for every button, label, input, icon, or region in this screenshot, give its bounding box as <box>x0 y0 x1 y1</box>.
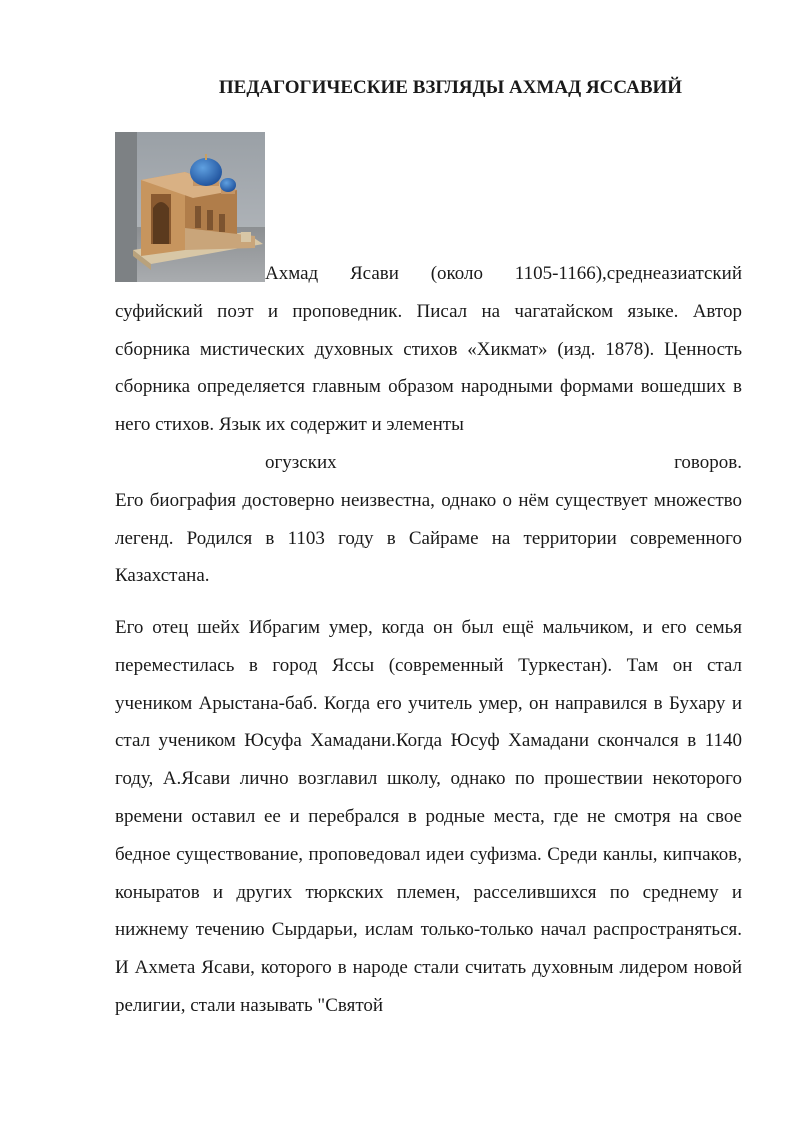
document-title: ПЕДАГОГИЧЕСКИЕ ВЗГЛЯДЫ АХМАД ЯССАВИЙ <box>218 77 683 98</box>
paragraph-line-dialects: огузских говоров. <box>265 451 742 473</box>
paragraph-biography <box>115 255 742 595</box>
paragraph-text: Ахмад Ясави (около 1105-1166),среднеазиатский суфийский поэт и проповедник. Писал на чагатайском языке. Автор сборника мистических духовных стихов «Хикмат» (изд. 1878). Ценность сборника определяется главным образом народными формами вошедших в него стихов. Язык их содержит и элементы <box>115 263 742 436</box>
paragraph-text: Его биография достоверно неизвестна, однако о нём существует множество легенд. Родился в 1103 году в Сайраме на территории современного Казахстана. <box>115 489 742 587</box>
paragraph-life: Его отец шейх Ибрагим умер, когда он был ещё мальчиком, и его семья переместилась в город Яссы (современный Туркестан). Там он стал учеником Арыстана-баб. Когда его учитель умер, он направился в Бухару и стал учеником Юсуфа Хамадани.Когда Юсуф Хамадани скончался в 1140 году, А.Ясави лично возглавил школу, однако по прошествии некоторого времени оставил ее и перебрался в родные места, где не смотря на свое бедное существование, проповедовал идеи суфизма. Среди канлы, кипчаков, коныратов и других тюркских племен, расселившихся по среднему и нижнему течению Сырдарьи, ислам только-только начал распространяться. И Ахмета Ясави, которого в народе стали считать духовным лидером новой религии, стали называть "Святой <box>115 617 742 1016</box>
